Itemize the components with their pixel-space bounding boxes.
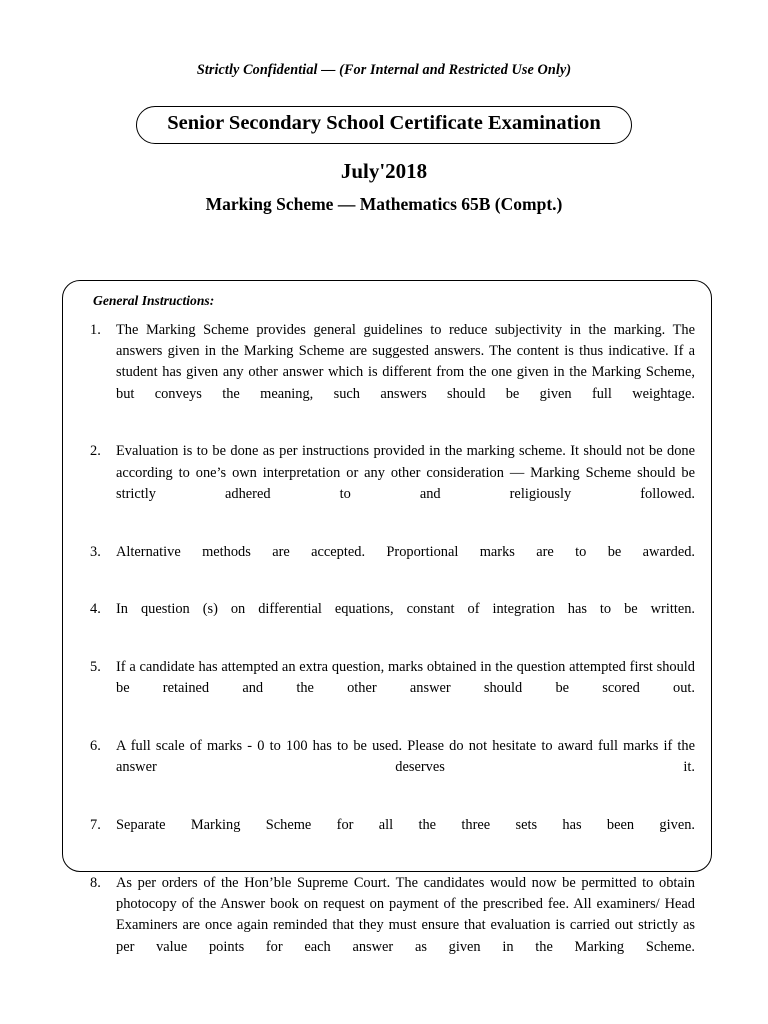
exam-title-container	[0, 106, 768, 144]
instruction-number: 8.	[90, 875, 101, 892]
subject-line: Marking Scheme — Mathematics 65B (Compt.)	[205, 194, 563, 214]
instruction-item	[79, 657, 695, 721]
instruction-number: 7.	[90, 817, 101, 834]
instruction-text: As per orders of the Hon’ble Supreme Court. The candidates would now be permitted to obtain photocopy of the Answer book on request on payment of the prescribed fee. All examiners/ Head Examiners are once again reminded that they must ensure that evaluation is carried out strictly as per value points for each answer as given in the Marking Scheme.	[116, 875, 695, 955]
instruction-text: Separate Marking Scheme for all the three sets has been given.	[116, 817, 695, 834]
instruction-text: Alternative methods are accepted. Proportional marks are to be awarded.	[116, 543, 695, 560]
instruction-item	[79, 320, 695, 426]
instruction-text: The Marking Scheme provides general guidelines to reduce subjectivity in the marking. The answers given in the Marking Scheme are suggested answers. The content is thus indicative. If a student has given any other answer which is different from the one given in the Marking Scheme, but conveys the meaning, such answers should be given full weightage.	[116, 322, 695, 402]
confidentiality-notice: Strictly Confidential — (For Internal and Restricted Use Only)	[196, 62, 572, 78]
instruction-item	[79, 873, 695, 979]
instructions-list	[79, 320, 695, 979]
instruction-text: A full scale of marks - 0 to 100 has to be used. Please do not hesitate to award full marks if the answer deserves it.	[116, 738, 695, 776]
instruction-item	[79, 815, 695, 857]
instruction-text: Evaluation is to be done as per instructions provided in the marking scheme. It should not be done according to one’s own interpretation or any other consideration — Marking Scheme should be strictly adhered to and religiously followed.	[116, 443, 695, 502]
instruction-item	[79, 599, 695, 641]
instruction-item	[79, 736, 695, 800]
exam-title: Senior Secondary School Certificate Examination	[136, 106, 632, 144]
instruction-text: In question (s) on differential equations, constant of integration has to be written.	[116, 601, 695, 618]
instruction-text: If a candidate has attempted an extra question, marks obtained in the question attempted first should be retained and the other answer should be scored out.	[116, 659, 695, 697]
exam-date: July'2018	[340, 159, 428, 183]
instruction-number: 6.	[90, 738, 101, 755]
instruction-number: 2.	[90, 443, 101, 460]
general-instructions-heading: General Instructions:	[93, 293, 215, 308]
instruction-number: 4.	[90, 601, 101, 618]
instruction-item	[79, 542, 695, 584]
instruction-number: 5.	[90, 659, 101, 676]
instruction-number: 1.	[90, 322, 101, 338]
instruction-item	[79, 441, 695, 526]
general-instructions-box	[62, 280, 712, 955]
instruction-number: 3.	[90, 543, 101, 560]
